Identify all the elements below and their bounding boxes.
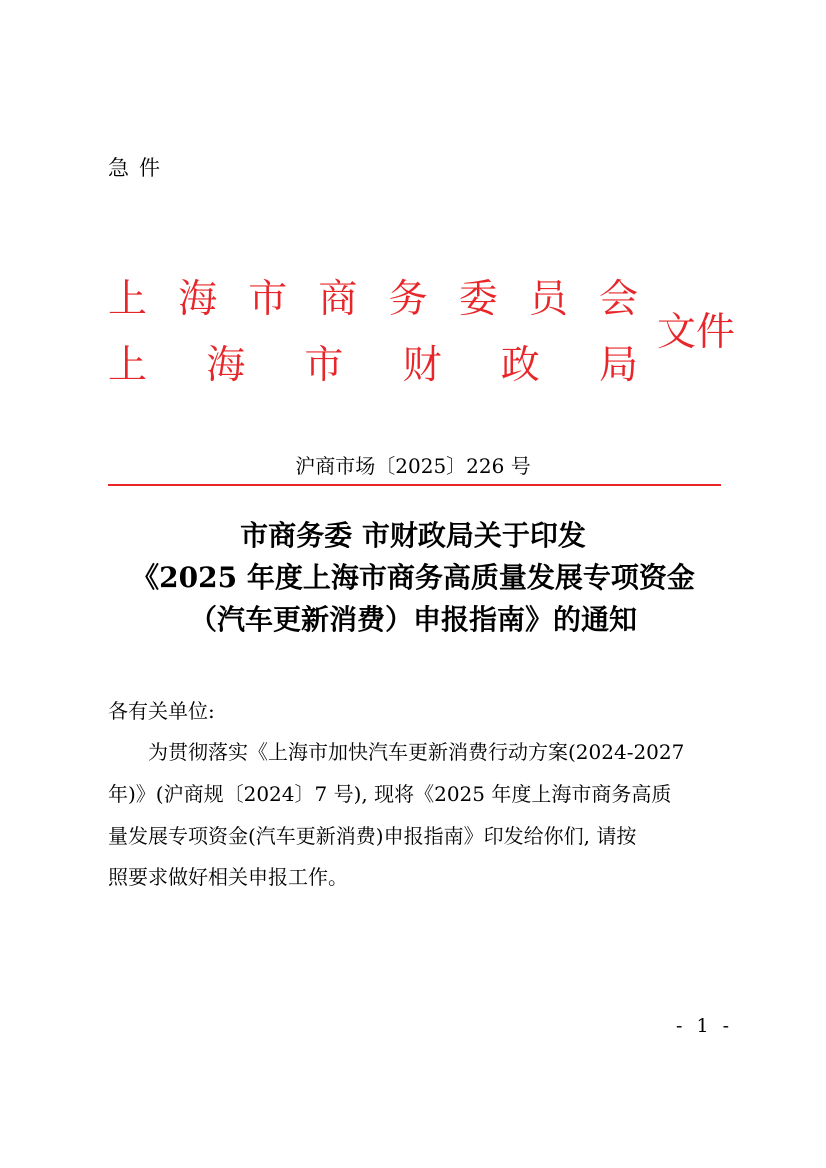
issuer-char: 上 <box>108 277 148 322</box>
issuer-char: 政 <box>500 343 540 388</box>
document-number: 沪商市场〔2025〕226 号 <box>295 454 531 478</box>
body-text-line: 年)》(沪商规〔2024〕7 号), 现将《2025 年度上海市商务高质 <box>108 782 672 806</box>
issuer-line-finance-bureau <box>108 343 638 388</box>
issuer-char: 务 <box>388 277 428 322</box>
issuer-char: 委 <box>458 277 498 322</box>
salutation: 各有关单位: <box>108 699 215 723</box>
title-line-3: （汽车更新消费）申报指南》的通知 <box>188 603 637 636</box>
issuer-char: 财 <box>402 343 442 388</box>
issuer-char: 会 <box>598 277 638 322</box>
body-text-line: 量发展专项资金(汽车更新消费)申报指南》印发给你们, 请按 <box>108 824 637 848</box>
body-text-line: 为贯彻落实《上海市加快汽车更新消费行动方案(2024-2027 <box>148 740 685 764</box>
page-number: - 1 - <box>676 1015 734 1037</box>
issuer-char: 商 <box>318 277 358 322</box>
red-divider-line <box>108 484 721 486</box>
issuer-char: 局 <box>598 343 638 388</box>
issuer-char: 市 <box>248 277 288 322</box>
document-type-label: 文件 <box>657 310 736 355</box>
title-line-1: 市商务委 市财政局关于印发 <box>240 519 586 552</box>
urgency-label: 急件 <box>108 156 170 180</box>
issuer-char: 员 <box>528 277 568 322</box>
title-line-2: 《2025 年度上海市商务高质量发展专项资金 <box>131 561 695 594</box>
issuer-char: 海 <box>206 343 246 388</box>
body-text-line: 照要求做好相关申报工作。 <box>108 865 348 889</box>
issuer-char: 海 <box>178 277 218 322</box>
issuer-char: 市 <box>304 343 344 388</box>
issuer-line-commerce-commission <box>108 277 638 322</box>
issuer-char: 上 <box>108 343 148 388</box>
